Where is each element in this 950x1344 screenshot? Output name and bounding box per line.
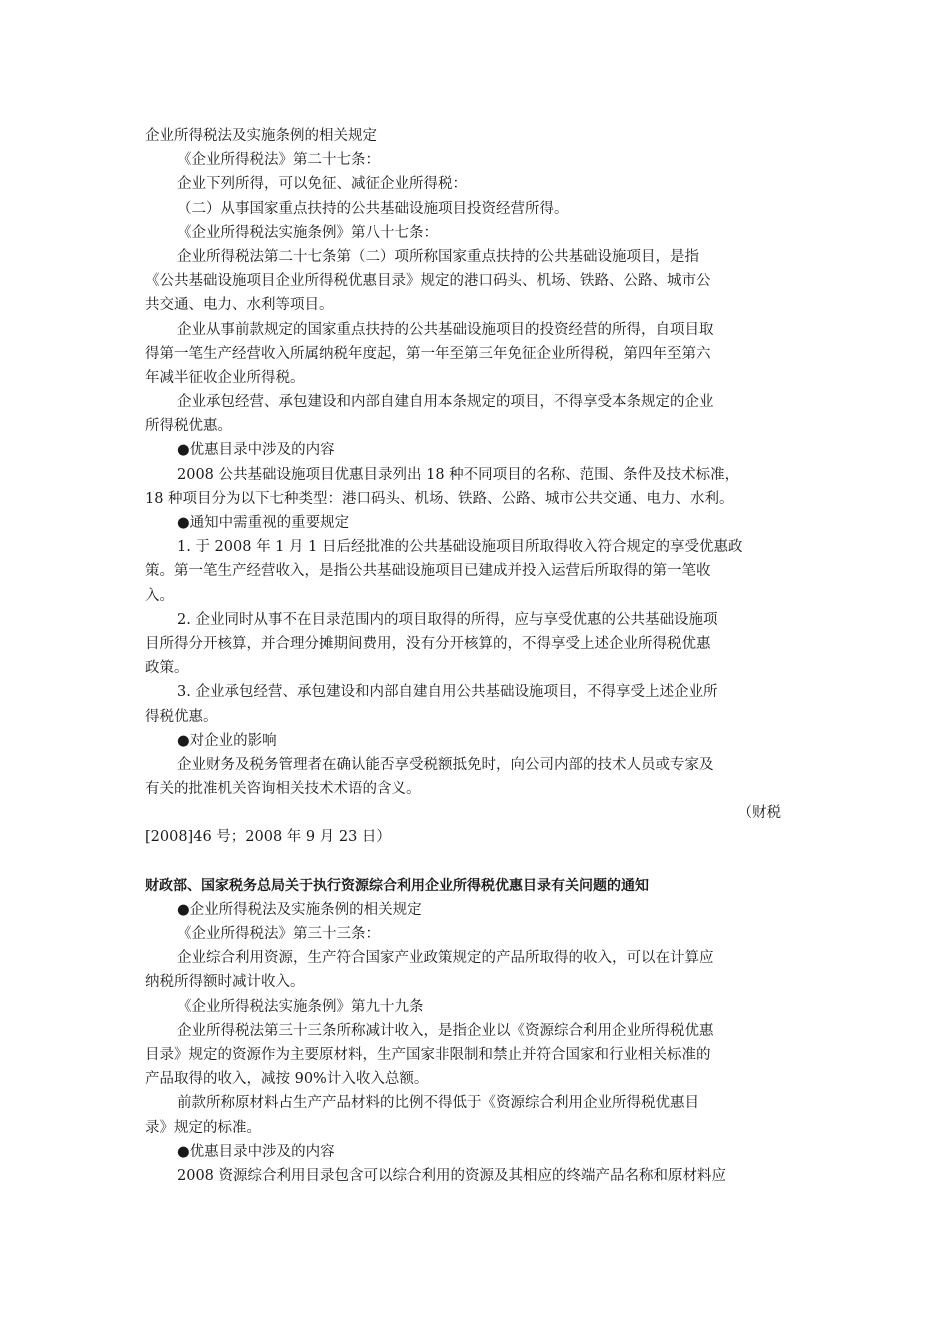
paragraph-line: [2008]46 号；2008 年 9 月 23 日） xyxy=(145,829,391,846)
paragraph-line: 2. 企业同时从事不在目录范围内的项目取得的所得，应与享受优惠的公共基础设施项 xyxy=(177,611,718,628)
paragraph-line: ●对企业的影响 xyxy=(177,732,277,749)
paragraph-line: ●优惠目录中涉及的内容 xyxy=(177,1143,335,1160)
paragraph-line: 前款所称原材料占生产产品材料的比例不得低于《资源综合利用企业所得税优惠目 xyxy=(177,1095,699,1112)
paragraph-line: 企业承包经营、承包建设和内部自建自用本条规定的项目，不得享受本条规定的企业 xyxy=(177,394,714,411)
paragraph-line: 年减半征收企业所得税。 xyxy=(145,369,305,386)
paragraph-line: 录》规定的标准。 xyxy=(145,1119,261,1136)
section-heading: 财政部、国家税务总局关于执行资源综合利用企业所得税优惠目录有关问题的通知 xyxy=(145,877,649,894)
document-page xyxy=(145,124,805,1188)
paragraph-line: 政策。 xyxy=(145,660,189,677)
paragraph-line: 共交通、电力、水利等项目。 xyxy=(145,297,334,314)
paragraph-line: 企业下列所得，可以免征、减征企业所得税： xyxy=(177,176,467,193)
paragraph-line: 《公共基础设施项目企业所得税优惠目录》规定的港口码头、机场、铁路、公路、城市公 xyxy=(145,273,711,290)
paragraph-line: 2008 资源综合利用目录包含可以综合利用的资源及其相应的终端产品名称和原材料应 xyxy=(177,1167,727,1184)
paragraph-line: 所得税优惠。 xyxy=(145,418,232,435)
paragraph-line: ●优惠目录中涉及的内容 xyxy=(177,442,335,459)
paragraph-line: （二）从事国家重点扶持的公共基础设施项目投资经营所得。 xyxy=(177,200,569,217)
paragraph-line: 目录》规定的资源作为主要原材料，生产国家非限制和禁止并符合国家和行业相关标准的 xyxy=(145,1046,711,1063)
paragraph-line: 18 种项目分为以下七种类型：港口码头、机场、铁路、公路、城市公共交通、电力、水利。 xyxy=(145,490,734,507)
paragraph-line: 2008 公共基础设施项目优惠目录列出 18 种不同项目的名称、范围、条件及技术标准， xyxy=(177,466,740,483)
section-gap xyxy=(145,850,805,874)
paragraph-line: 产品取得的收入，减按 90%计入收入总额。 xyxy=(145,1071,429,1088)
paragraph-line: 得税优惠。 xyxy=(145,708,218,725)
paragraph-line: 3. 企业承包经营、承包建设和内部自建自用公共基础设施项目，不得享受上述企业所 xyxy=(177,684,718,701)
paragraph-line: 得第一笔生产经营收入所属纳税年度起，第一年至第三年免征企业所得税，第四年至第六 xyxy=(145,345,711,362)
paragraph-line: ●通知中需重视的重要规定 xyxy=(177,515,350,531)
paragraph-line: 《企业所得税法》第三十三条： xyxy=(177,926,380,942)
paragraph-line: 策。第一笔生产经营收入，是指公共基础设施项目已建成并投入运营后所取得的第一笔收 xyxy=(145,563,711,580)
paragraph-line: 企业所得税法第二十七条第（二）项所称国家重点扶持的公共基础设施项目，是指 xyxy=(177,248,699,265)
paragraph-line: 1. 于 2008 年 1 月 1 日后经批准的公共基础设施项目所取得收入符合规定的享受优惠政 xyxy=(177,539,743,556)
paragraph-line: 《企业所得税法实施条例》第八十七条： xyxy=(177,224,438,241)
section-infrastructure-preferences xyxy=(145,124,805,850)
section-resource-utilization xyxy=(145,898,805,1188)
paragraph-line: 企业综合利用资源，生产符合国家产业政策规定的产品所取得的收入，可以在计算应 xyxy=(177,950,714,967)
paragraph-line: ●企业所得税法及实施条例的相关规定 xyxy=(177,901,422,918)
paragraph-line: （财税 xyxy=(737,805,781,822)
paragraph-line: 企业财务及税务管理者在确认能否享受税额抵免时，向公司内部的技术人员或专家及 xyxy=(177,756,714,773)
paragraph-line: 企业所得税法及实施条例的相关规定 xyxy=(145,128,377,144)
paragraph-line: 目所得分开核算，并合理分摊期间费用，没有分开核算的，不得享受上述企业所得税优惠 xyxy=(145,635,711,652)
paragraph-line: 《企业所得税法实施条例》第九十九条 xyxy=(177,998,424,1015)
paragraph-line: 纳税所得额时减计收入。 xyxy=(145,974,305,991)
paragraph-line: 入。 xyxy=(145,587,174,604)
paragraph-line: 《企业所得税法》第二十七条： xyxy=(177,152,380,169)
paragraph-line: 有关的批准机关咨询相关技术术语的含义。 xyxy=(145,781,421,798)
paragraph-line: 企业从事前款规定的国家重点扶持的公共基础设施项目的投资经营的所得，自项目取 xyxy=(177,321,714,338)
paragraph-line: 企业所得税法第三十三条所称减计收入，是指企业以《资源综合利用企业所得税优惠 xyxy=(177,1022,714,1039)
